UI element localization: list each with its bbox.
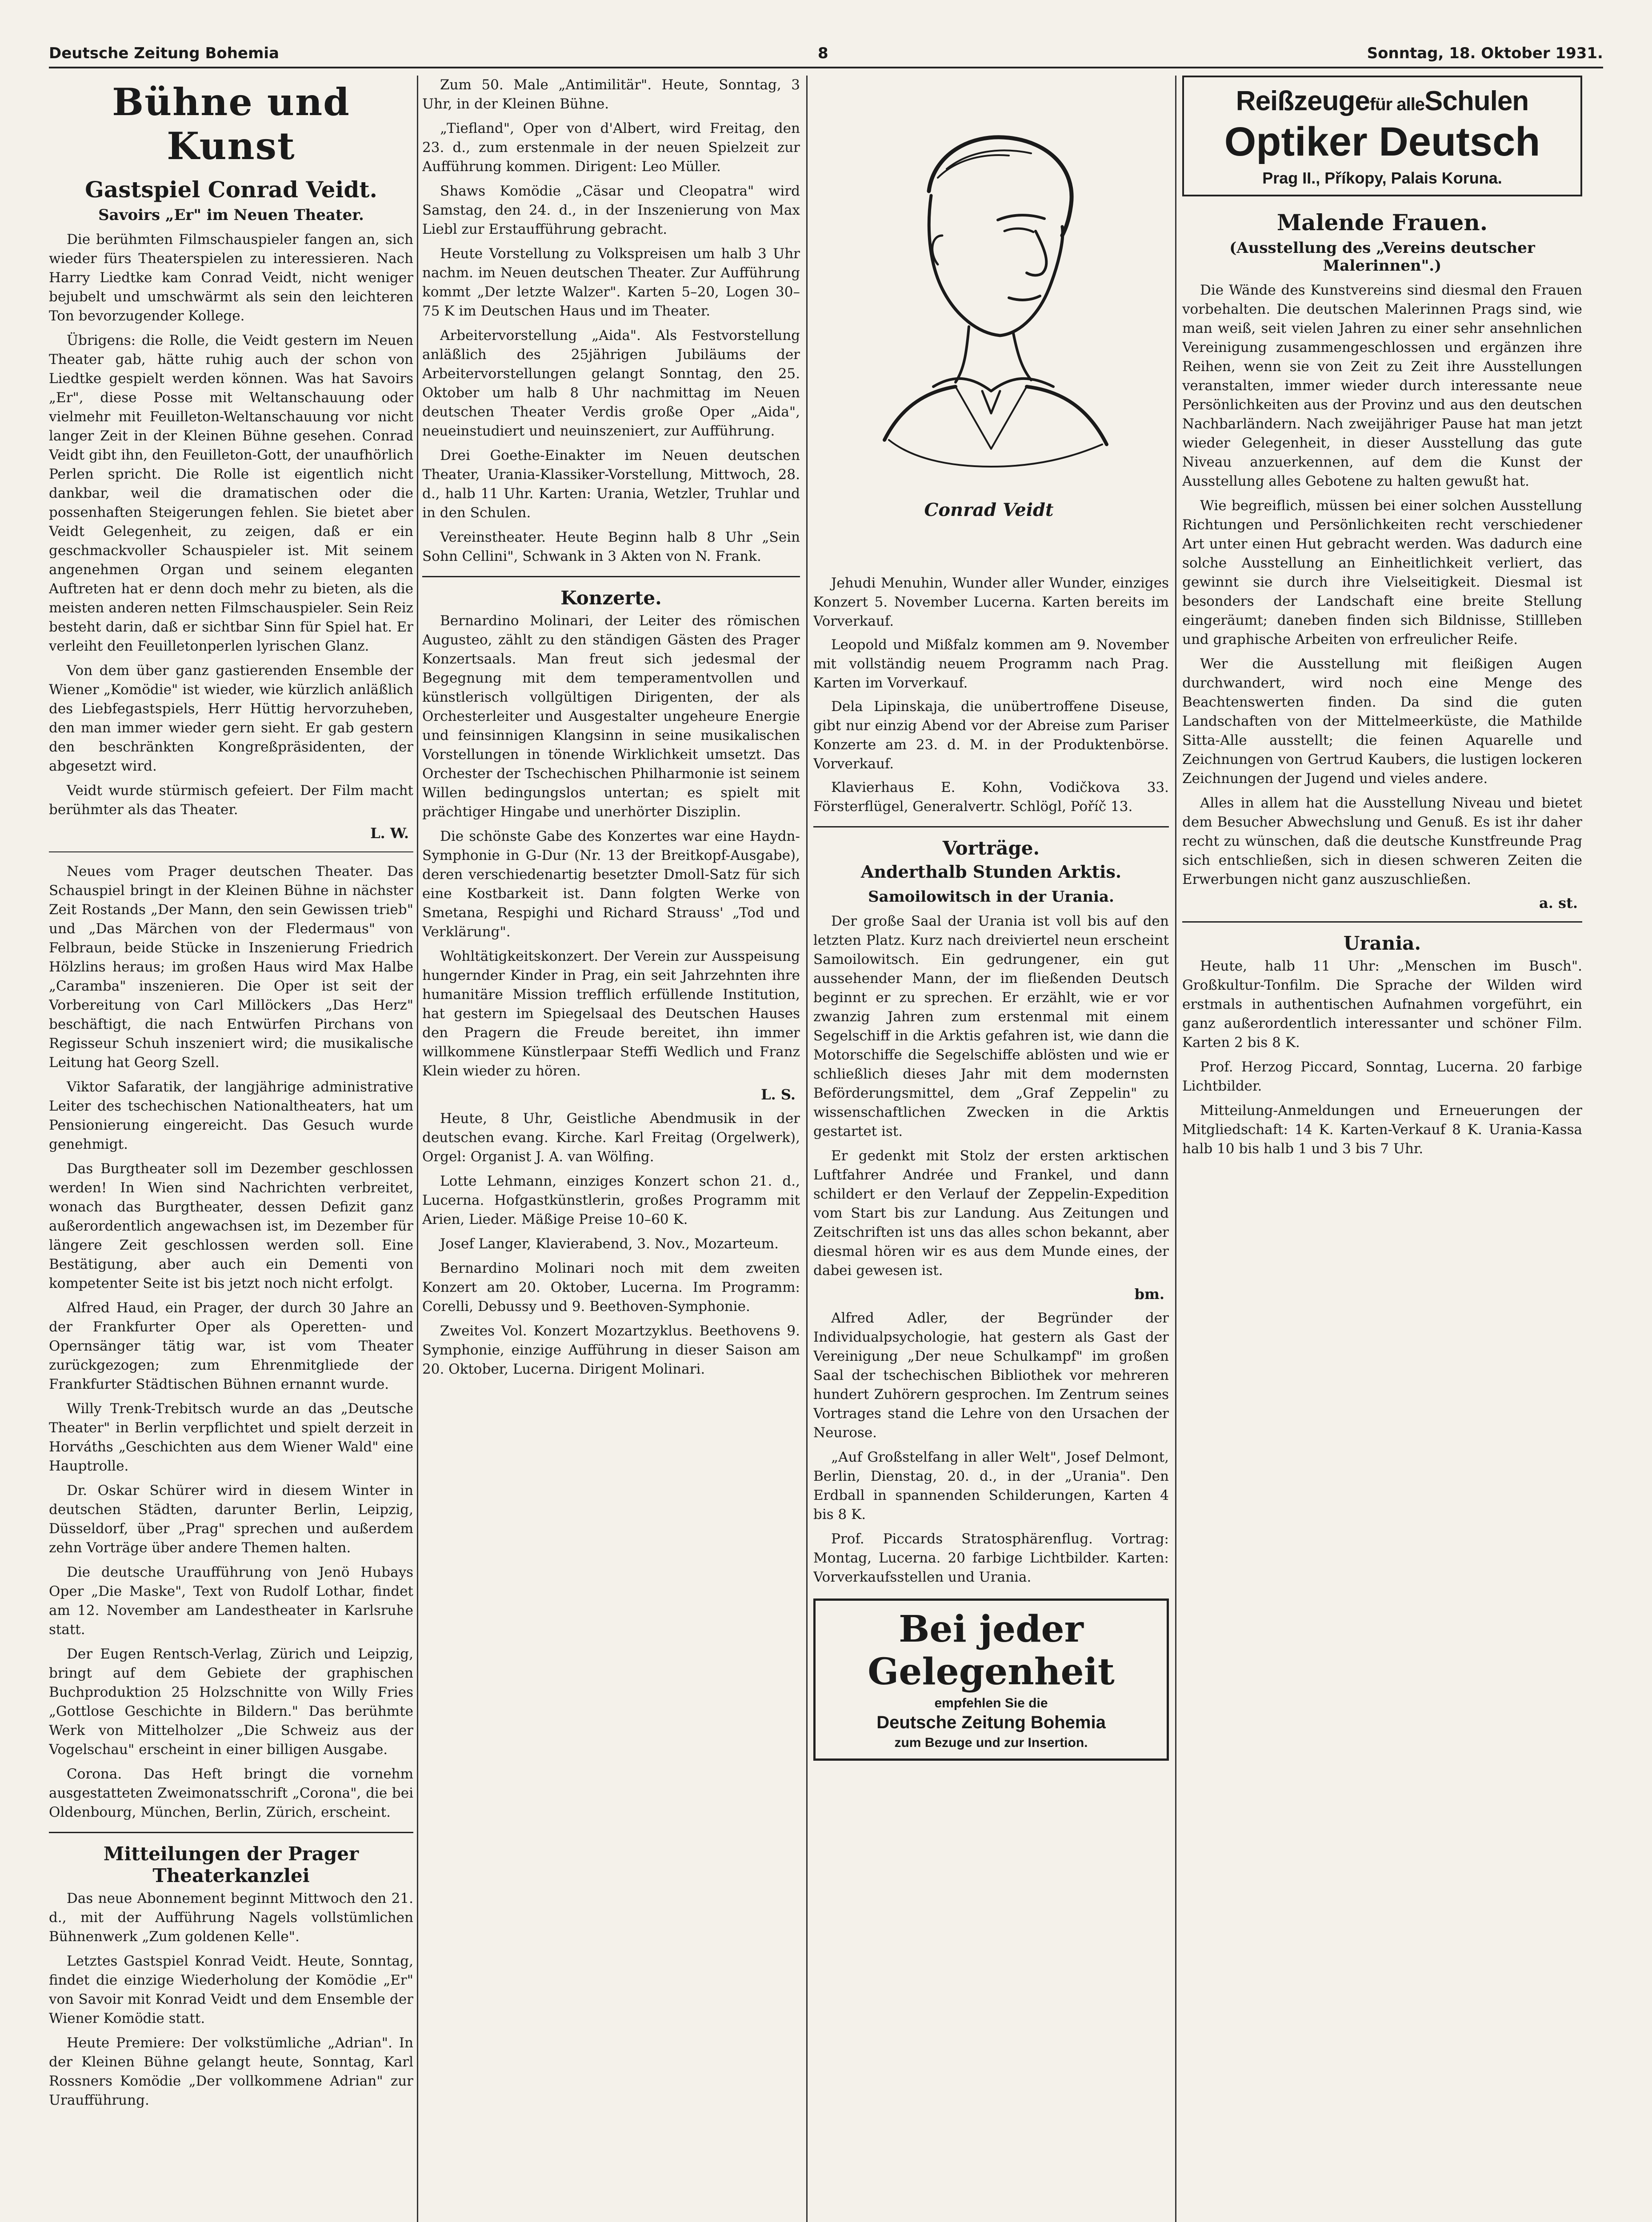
notice: Prof. Herzog Piccard, Sonntag, Lucerna. 20 farbige Lichtbilder. bbox=[1182, 1059, 1582, 1094]
portrait-drawing bbox=[822, 102, 1160, 551]
notice: Die deutsche Uraufführung von Jenö Hubays Oper „Die Maske", Text von Rudolf Lothar, findet am 12. November am Landestheater in Karlsruhe statt. bbox=[49, 1564, 413, 1638]
ad-brand: Deutsche Zeitung Bohemia bbox=[876, 1713, 1106, 1732]
notice: Zum 50. Male „Antimilitär". Heute, Sonntag, 3 Uhr, in der Kleinen Bühne. bbox=[422, 77, 800, 112]
column-4 bbox=[1182, 76, 1582, 2222]
notice: Josef Langer, Klavierabend, 3. Nov., Mozarteum. bbox=[440, 1236, 779, 1252]
column-divider bbox=[806, 76, 808, 2222]
advertisement-optiker bbox=[1182, 76, 1582, 196]
notice: Jehudi Menuhin, Wunder aller Wunder, einziges Konzert 5. November Lucerna. Karten bereits im Vorverkauf. bbox=[813, 575, 1169, 629]
notice: Heute, 8 Uhr, Geistliche Abendmusik in der deutschen evang. Kirche. Karl Freitag (Orgelwerk), Orgel: Organist J. A. van Wölfing. bbox=[422, 1111, 800, 1165]
issue-date: Sonntag, 18. Oktober 1931. bbox=[1367, 44, 1603, 62]
notice: Lotte Lehmann, einziges Konzert schon 21. d., Lucerna. Hofgastkünstlerin, großes Programm mit Arien, Lieder. Mäßige Preise 10–60 K. bbox=[422, 1173, 800, 1227]
notice: Klavierhaus E. Kohn, Vodičkova 33. Försterflügel, Generalvertr. Schlögl, Poříč 13. bbox=[813, 779, 1169, 815]
notice: „Tiefland", Oper von d'Albert, wird Freitag, den 23. d., zum erstenmale in der neuen Spielzeit zur Aufführung kommen. Dirigent: Leo Müller. bbox=[422, 120, 800, 175]
paragraph: Letztes Gastspiel Konrad Veidt. Heute, Sonntag, findet die einzige Wiederholung der Komödie „Er" von Savoir mit Konrad Veidt und dem Ensemble der Wiener Komödie statt. bbox=[49, 1953, 413, 2026]
section-title: Konzerte. bbox=[560, 587, 662, 609]
article-subtitle: (Ausstellung des „Vereins deutscher Malerinnen".) bbox=[1229, 239, 1535, 275]
divider-rule bbox=[813, 826, 1169, 827]
notice: Prof. Piccards Stratosphärenflug. Vortrag: Montag, Lucerna. 20 farbige Lichtbilder. Karten: Vorverkaufsstellen und Urania. bbox=[813, 1531, 1169, 1585]
paragraph: Übrigens: die Rolle, die Veidt gestern im Neuen Theater gab, hätte ruhig auch der schon von Liedtke gespielt werden können. Was hat Savoirs „Er", diese Posse mit Weltanschauung oder vielmehr mit Feuilleton-Weltanschauung vor nicht langer Zeit in der Kleinen Bühne gesehen. Conrad Veidt gibt ihn, den Feuilleton-Gott, der unaufhörlich Perlen spricht. Die Rolle ist eigentlich nicht dankbar, weil die dramatischen oder die possenhaften Steigerungen fehlen. Sie bietet aber Veidt Gelegenheit, zu zeigen, daß er ein geschmackvoller Schauspieler ist. Mit seinem angenehmen Organ und seinem eleganten Auftreten hat er denn doch mehr zu bieten, als die meisten anderen netten Filmschauspieler. Sein Reiz besteht darin, daß er sichtbar Sinn für Spiel hat. Er verleiht den Feuilletonperlen lyrischen Glanz. bbox=[49, 332, 413, 654]
article-subtitle: Savoirs „Er" im Neuen Theater. bbox=[98, 206, 364, 224]
notice: Heute, halb 11 Uhr: „Menschen im Busch". Großkultur-Tonfilm. Die Sprache der Wilden wird erstmals in authentischen Aufnahmen vorgeführt, ein ganz außerordentlich interessanter und schöner Film. Karten 2 bis 8 K. bbox=[1182, 958, 1582, 1051]
notice: Das Burgtheater soll im Dezember geschlossen werden! In Wien sind Nachrichten verbreitet, wonach das Burgtheater, dessen Defizit ganz außerordentlich angewachsen ist, im Dezember für längere Zeit geschlossen werden soll. Eine Bestätigung, aber auch ein Dementi von kompetenter Seite ist bis jetzt noch nicht erfolgt. bbox=[49, 1160, 413, 1291]
paragraph: Der große Saal der Urania ist voll bis auf den letzten Platz. Kurz nach dreiviertel neun erscheint Samoilowitsch. Ein gedrungener, ein gut aussehender Mann, der im fließenden Deutsch beginnt er zu sprechen. Er erzählt, wie er vor zwanzig Jahren zum erstenmal mit einem Segelschiff in die Arktis gefahren ist, wie dann die Motorschiffe die Segelschiffe ablösten und wie er schließlich dieses Jahr mit dem modernsten Beförderungsmittel, dem „Graf Zeppelin" zu wissenschaftlichen Zwecken in die Arktis gestartet ist. bbox=[813, 913, 1169, 1139]
paragraph: Wie begreiflich, müssen bei einer solchen Ausstellung Richtungen und Persönlichkeiten recht verschiedener Art unter einen Hut gebracht werden. Was dadurch eine solche Ausstellung an Einheitlichkeit verliert, das gewinnt sie durch ihre Vielseitigkeit. Diesmal ist besonders der Landschaft eine breite Stellung eingeräumt; daneben finden sich Bildnisse, Stillleben und graphische Arbeiten von erfreulicher Reife. bbox=[1182, 497, 1582, 647]
paragraph: Bernardino Molinari, der Leiter des römischen Augusteo, zählt zu den ständigen Gästen des Prager Konzertsaals. Man freut sich jedesmal der Begegnung mit dem temperamentvollen und künstlerisch vollgültigen Dirigenten, der als Orchesterleiter und Ausgestalter ungeheure Energie und feinsinnigen Klangsinn in seine musikalischen Vorstellungen in tönende Wirklichkeit umsetzt. Das Orchester der Tschechischen Philharmonie ist seinem Willen bedingungslos untertan; es spielt mit prächtiger Hingabe und unerhörter Disziplin. bbox=[422, 613, 800, 820]
notice: Bernardino Molinari noch mit dem zweiten Konzert am 20. Oktober, Lucerna. Im Programm: Corelli, Debussy und 9. Beethoven-Symphonie. bbox=[422, 1260, 800, 1315]
notice: Neues vom Prager deutschen Theater. Das Schauspiel bringt in der Kleinen Bühne in nächster Zeit Rostands „Der Mann, den sein Gewissen trieb" und „Das Märchen von der Fledermaus" von Felbraun, beide Stücke in Inszenierung Friedrich Hölzlins heraus; im großen Haus wird Max Halbe „Caramba" inszenieren. Die Oper ist seit der Vorbereitung von Carl Millöckers „Das Herz" beschäftigt, die nach Entwürfen Pirchans von Regisseur Schuh inszeniert wird; die musikalische Leitung hat Georg Szell. bbox=[49, 863, 413, 1071]
article-title: Malende Frauen. bbox=[1276, 209, 1488, 236]
notice: Arbeitervorstellung „Aida". Als Festvorstellung anläßlich des 25jährigen Jubiläums der Arbeitervorstellungen gelangt Sonntag, den 25. Oktober um halb 8 Uhr nachmittag im Neuen deutschen Theater Verdis große Oper „Aida", neueinstudiert und neuinszeniert, zur Aufführung. bbox=[422, 328, 800, 439]
paragraph: Das neue Abonnement beginnt Mittwoch den 21. d., mit der Aufführung Nagels vollstümlichen Bühnenwerk „Zum goldenen Kelle". bbox=[49, 1890, 413, 1945]
notice: Heute Vorstellung zu Volkspreisen um halb 3 Uhr nachm. im Neuen deutschen Theater. Zur Aufführung kommt „Der letzte Walzer". Karten 5–20, Logen 30–75 K im Deutschen Haus und im Theater. bbox=[422, 246, 800, 319]
divider-rule bbox=[422, 576, 800, 577]
author-signature: a. st. bbox=[1539, 894, 1578, 911]
notice: Der Eugen Rentsch-Verlag, Zürich und Leipzig, bringt auf dem Gebiete der graphischen Buchproduktion 25 Holzschnitte von Willy Fries „Gottlose Geschichte in Bildern." Das berühmte Werk von Mittelholzer „Die Schweiz aus der Vogelschau" erscheint in einer billigen Ausgabe. bbox=[49, 1646, 413, 1758]
divider-rule bbox=[1182, 921, 1582, 923]
notice: Shaws Komödie „Cäsar und Cleopatra" wird Samstag, den 24. d., in der Inszenierung von Max Liebl zur Erstaufführung gebracht. bbox=[422, 183, 800, 237]
ad-headline: Bei jeder Gelegenheit bbox=[868, 1608, 1115, 1693]
paper-name: Deutsche Zeitung Bohemia bbox=[49, 44, 280, 62]
author-signature: L. W. bbox=[370, 824, 409, 842]
column-divider bbox=[1175, 76, 1176, 2222]
paragraph: Die Wände des Kunstvereins sind diesmal den Frauen vorbehalten. Die deutschen Malerinnen Prags sind, wie man weiß, seit vielen Jahren zu einer sehr ansehnlichen Vereinigung zusammengeschlossen und ergänzen ihre Reihen, wenn sie von Zeit zu Zeit ihre Ausstellungen veranstalten, immer wieder durch interessante neue Persönlichkeiten aus der Provinz und aus den deutschen Nachbarländern. Nach zweijähriger Pause hat man jetzt wieder Gelegenheit, in dieser Ausstellung das gute Niveau anzuerkennen, auf dem die Kunst der Ausstellung alles Gebotene zu halten gewußt hat. bbox=[1182, 282, 1582, 489]
paragraph: Heute Premiere: Der volkstümliche „Adrian". In der Kleinen Bühne gelangt heute, Sonntag, Karl Rossners Komödie „Der vollkommene Adrian" zur Uraufführung. bbox=[49, 2034, 413, 2108]
notice: Dela Lipinskaja, die unübertroffene Diseuse, gibt nur einzig Abend vor der Abreise zum Pariser Konzerte am 23. d. M. in der Produktenbörse. Vorverkauf. bbox=[813, 699, 1169, 772]
notice: Drei Goethe-Einakter im Neuen deutschen Theater, Urania-Klassiker-Vorstellung, Mittwoch, 28. d., halb 11 Uhr. Karten: Urania, Wetzler, Truhlar und in den Schulen. bbox=[422, 448, 800, 521]
divider-rule bbox=[49, 1832, 413, 1833]
notice: Dr. Oskar Schürer wird in diesem Winter in deutschen Städten, darunter Berlin, Leipzig, Düsseldorf, über „Prag" sprechen und außerdem zehn Vorträge über andere Themen halten. bbox=[49, 1482, 413, 1556]
section-title: Bühne und Kunst bbox=[112, 80, 350, 168]
notice: Vereinstheater. Heute Beginn halb 8 Uhr „Sein Sohn Cellini", Schwank in 3 Akten von N. Frank. bbox=[422, 529, 800, 564]
paragraph: Er gedenkt mit Stolz der ersten arktischen Luftfahrer Andrée und Frankel, und dann schildert er den Verlauf der Zeppelin-Expedition vom Start bis zur Landung. Aus Zeitungen und Zeitschriften ist uns das alles schon bekannt, aber diesmal hören wir es aus dem Munde eines, der dabei gewesen ist. bbox=[813, 1148, 1169, 1279]
notice: Zweites Vol. Konzert Mozartzyklus. Beethovens 9. Symphonie, einzige Aufführung in dieser Saison am 20. Oktober, Lucerna. Dirigent Molinari. bbox=[422, 1323, 800, 1377]
portrait-signature: Conrad Veidt bbox=[924, 500, 1054, 520]
paragraph: Wohltätigkeitskonzert. Der Verein zur Ausspeisung hungernder Kinder in Prag, ein seit Jahrzehnten ihre humanitäre Mission trefflich erfüllende Institution, hat gestern im Spiegelsaal des Deutschen Hauses den Pragern die Freude bereitet, ihn immer willkommene Künstlerpaar Steffi Wedlich und Franz Klein wieder zu hören. bbox=[422, 948, 800, 1079]
paragraph: Alles in allem hat die Ausstellung Niveau und bietet dem Besucher Abwechslung und Genuß. Es ist ihr daher recht zu wünschen, daß die deutsche Kunstfreunde Prag sich entschließen, sich in diesen schweren Zeiten die Erwerbungen nicht ganz auszuschließen. bbox=[1182, 795, 1582, 887]
notice: Leopold und Mißfalz kommen am 9. November mit vollständig neuem Programm nach Prag. Karten im Vorverkauf. bbox=[813, 637, 1169, 691]
section-title: Vorträge. bbox=[942, 837, 1040, 859]
author-signature: bm. bbox=[1134, 1286, 1164, 1303]
ad-text: für alle bbox=[1369, 95, 1425, 114]
advertisement-bohemia bbox=[813, 1599, 1169, 1761]
article-subtitle: Samoilowitsch in der Urania. bbox=[868, 888, 1114, 906]
ad-text: empfehlen Sie die bbox=[934, 1696, 1048, 1710]
author-signature: L. S. bbox=[761, 1086, 796, 1103]
paragraph: Die berühmten Filmschauspieler fangen an, sich wieder fürs Theaterspielen zu interessieren. Nach Harry Liedtke kam Conrad Veidt, nicht weniger bejubelt und umschwärmt als sein den leichteren Ton bevorzugender Kollege. bbox=[49, 231, 413, 324]
page-number: 8 bbox=[818, 44, 828, 62]
divider-rule bbox=[49, 851, 413, 852]
portrait-caricature bbox=[822, 102, 1160, 551]
column-divider bbox=[417, 76, 418, 2222]
ad-headline bbox=[1191, 85, 1573, 117]
paragraph: Alfred Adler, der Begründer der Individualpsychologie, hat gestern als Gast der Vereinigung „Der neue Schulkampf" im großen Saal der tschechischen Bibliothek vor mehreren hundert Zuhörern gesprochen. Im Zentrum seines Vortrages stand die Lehre von den Ursachen der Neurose. bbox=[813, 1310, 1169, 1441]
notice: Corona. Das Heft bringt die vornehm ausgestatteten Zweimonatsschrift „Corona", die bei Oldenbourg, München, Berlin, Zürich, erscheint. bbox=[49, 1766, 413, 1820]
section-title: Urania. bbox=[1343, 932, 1421, 954]
paragraph: Von dem über ganz gastierenden Ensemble der Wiener „Komödie" ist wieder, wie kürzlich anläßlich des Liebfegastspiels, Herr Hüttig hervorzuheben, den man immer wieder gern sieht. Er gab gestern den beschränkten Kongreßpräsidenten, der abgesetzt wird. bbox=[49, 662, 413, 774]
ad-text: Schulen bbox=[1424, 86, 1529, 116]
article-title: Mitteilungen der Prager Theaterkanzlei bbox=[103, 1842, 359, 1886]
column-1 bbox=[49, 76, 413, 2222]
article-title: Anderthalb Stunden Arktis. bbox=[860, 862, 1122, 882]
notice: Willy Trenk-Trebitsch wurde an das „Deutsche Theater" in Berlin verpflichtet und spielt derzeit in Horváths „Geschichten aus dem Wiener Wald" eine Hauptrolle. bbox=[49, 1400, 413, 1474]
notice: Viktor Safaratik, der langjährige administrative Leiter des tschechischen Nationaltheaters, hat um Pensionierung eingereicht. Das Gesuch wurde genehmigt. bbox=[49, 1079, 413, 1152]
ad-address: Prag II., Příkopy, Palais Koruna. bbox=[1262, 169, 1502, 187]
running-header bbox=[49, 18, 1603, 68]
column-3 bbox=[813, 76, 1169, 2222]
notice: Mitteilung-Anmeldungen und Erneuerungen der Mitgliedschaft: 14 K. Karten-Verkauf 8 K. Urania-Kassa halb 10 bis halb 1 und 3 bis 7 Uhr. bbox=[1182, 1102, 1582, 1157]
paragraph: Wer die Ausstellung mit fleißigen Augen durchwandert, wird noch eine Menge des Beachtenswerten finden. Da sind die guten Landschaften von der Mittelmeerküste, die Mathilde Sitta-Alle ausstellt; die feinen Aquarelle und Zeichnungen von Gertrud Kaubers, die lustigen lockeren Zeichnungen der Jugend und vieles andere. bbox=[1182, 655, 1582, 787]
paragraph: Die schönste Gabe des Konzertes war eine Haydn-Symphonie in G-Dur (Nr. 13 der Breitkopf-Ausgabe), deren verschiedenartig besetzter Dmoll-Satz für sich eine Kostbarkeit ist. Dann folgten Werke von Smetana, Respighi und Richard Strauss' „Tod und Verklärung". bbox=[422, 828, 800, 940]
ad-text: Reißzeuge bbox=[1236, 86, 1370, 116]
notice: Alfred Haud, ein Prager, der durch 30 Jahre an der Frankfurter Oper als Operetten- und Opernsänger tätig war, ist vom Theater zurückgezogen; zum Ehrenmitgliede der Frankfurter Städtischen Bühnen ernannt wurde. bbox=[49, 1299, 413, 1392]
column-2 bbox=[422, 76, 800, 2222]
article-title: Gastspiel Conrad Veidt. bbox=[85, 176, 377, 203]
notice: „Auf Großstelfang in aller Welt", Josef Delmont, Berlin, Dienstag, 20. d., in der „Urania". Den Erdball in spannenden Schilderungen, Karten 4 bis 8 K. bbox=[813, 1449, 1169, 1523]
ad-text: zum Bezuge und zur Insertion. bbox=[894, 1735, 1088, 1750]
ad-brand: Optiker Deutsch bbox=[1224, 119, 1540, 164]
paragraph: Veidt wurde stürmisch gefeiert. Der Film macht berühmter als das Theater. bbox=[49, 782, 413, 818]
